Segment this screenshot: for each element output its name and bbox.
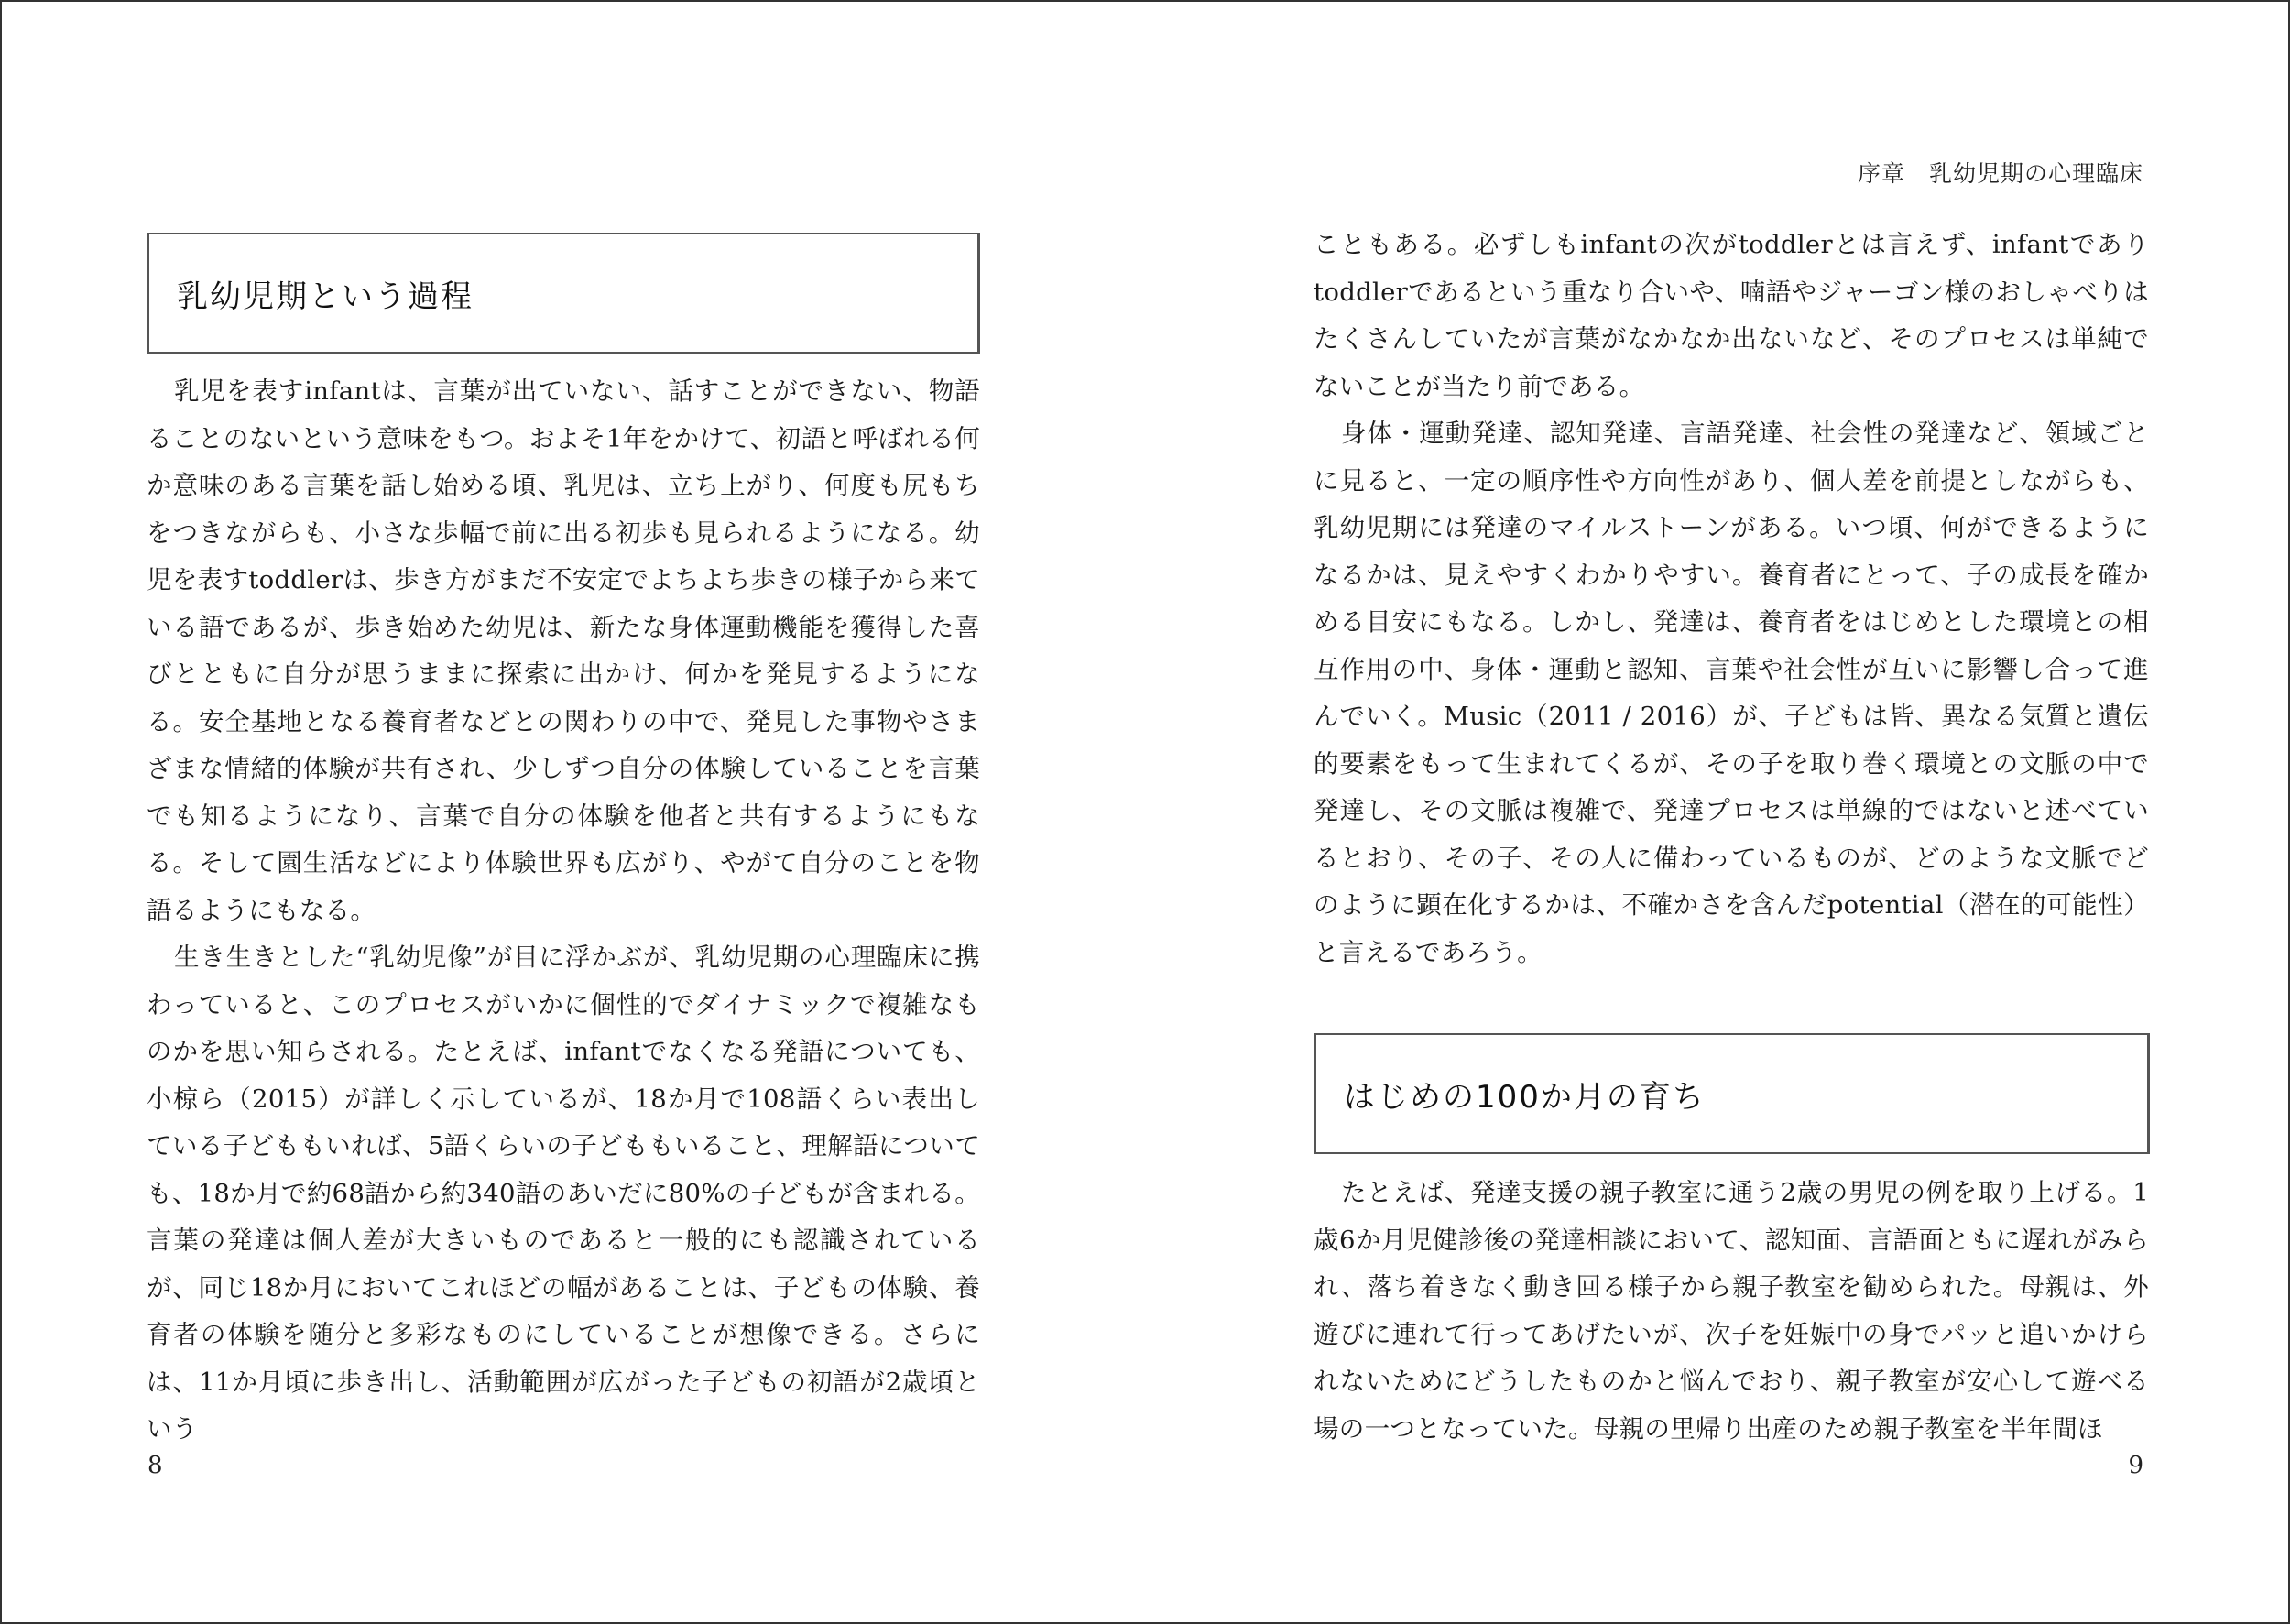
page-number-right: 9 <box>2128 1452 2143 1479</box>
section-heading: 乳幼児期という過程 <box>177 278 474 315</box>
paragraph: 身体・運動発達、認知発達、言語発達、社会性の発達など、領域ごとに見ると、一定の順序性や方向性があり、個人差を前提としながらも、乳幼児期には発達のマイルストーンがある。いつ頃、何ができるようになるかは、見えやすくわかりやすい。養育者にとって、子の成長を確かめる目安にもなる。しかし、発達は、養育者をはじめとした環境との相互作用の中、身体・運動と認知、言葉や社会性が互いに影響し合って進んでいく。Music（2011 / 2016）が、子どもは皆、異なる気質と遺伝的要素をもって生まれてくるが、その子を取り巻く環境との文脈の中で発達し、その文脈は複雑で、発達プロセスは単線的ではないと述べているとおり、その子、その人に備わっているものが、どのような文脈でどのように顕在化するかは、不確かさを含んだpotential（潜在的可能性）と言えるであろう。 <box>1314 419 2149 967</box>
paragraph: 乳児を表すinfantは、言葉が出ていない、話すことができない、物語ることのないという意味をもつ。およそ1年をかけて、初語と呼ばれる何か意味のある言葉を話し始める頃、乳児は、立ち上がり、何度も尻もちをつきながらも、小さな歩幅で前に出る初歩も見られるようになる。幼児を表すtoddlerは、歩き方がまだ不安定でよちよち歩きの様子から来ている語であるが、歩き始めた幼児は、新たな身体運動機能を獲得した喜びとともに自分が思うままに探索に出かけ、何かを発見するようになる。安全基地となる養育者などとの関わりの中で、発見した事物やさまざまな情緒的体験が共有され、少しずつ自分の体験していることを言葉でも知るようになり、言葉で自分の体験を他者と共有するようにもなる。そして園生活などにより体験世界も広がり、やがて自分のことを物語るようにもなる。 <box>147 376 980 925</box>
paragraph: 生き生きとした“乳幼児像”が目に浮かぶが、乳幼児期の心理臨床に携わっていると、このプロセスがいかに個性的でダイナミックで複雑なものかを思い知らされる。たとえば、infantでなくなる発語についても、小椋ら（2015）が詳しく示しているが、18か月で108語くらい表出している子どももいれば、5語くらいの子どももいること、理解語についても、18か月で約68語から約340語のあいだに80%の子どもが含まれる。言葉の発達は個人差が大きいものであると一般的にも認識されているが、同じ18か月においてこれほどの幅があることは、子どもの体験、養育者の体験を随分と多彩なものにしていることが想像できる。さらには、11か月頃に歩き出し、活動範囲が広がった子どもの初語が2歳頃という <box>147 943 980 1444</box>
running-head: 序章 乳幼児期の心理臨床 <box>1857 160 2143 187</box>
section-heading-box <box>147 233 980 354</box>
section-heading-box <box>1314 1033 2150 1154</box>
section-heading: はじめの100か月の育ち <box>1344 1078 1706 1116</box>
left-page-column <box>147 233 980 1454</box>
paragraph-continued: こともある。必ずしもinfantの次がtoddlerとは言えず、infantでありtoddlerであるという重なり合いや、喃語やジャーゴン様のおしゃべりはたくさんしていたが言葉がなかなか出ないなど、そのプロセスは単純でないことが当たり前である。 <box>1314 230 2149 401</box>
paragraph: たとえば、発達支援の親子教室に通う2歳の男児の例を取り上げる。1歳6か月児健診後の発達相談において、認知面、言語面ともに遅れがみられ、落ち着きなく動き回る様子から親子教室を勧められた。母親は、外遊びに連れて行ってあげたいが、次子を妊娠中の身でパッと追いかけられないためにどうしたものかと悩んでおり、親子教室が安心して遊べる場の一つとなっていた。母親の里帰り出産のため親子教室を半年間ほ <box>1314 1178 2149 1444</box>
page-number-left: 8 <box>147 1452 163 1479</box>
right-page-column <box>1314 222 2149 1453</box>
